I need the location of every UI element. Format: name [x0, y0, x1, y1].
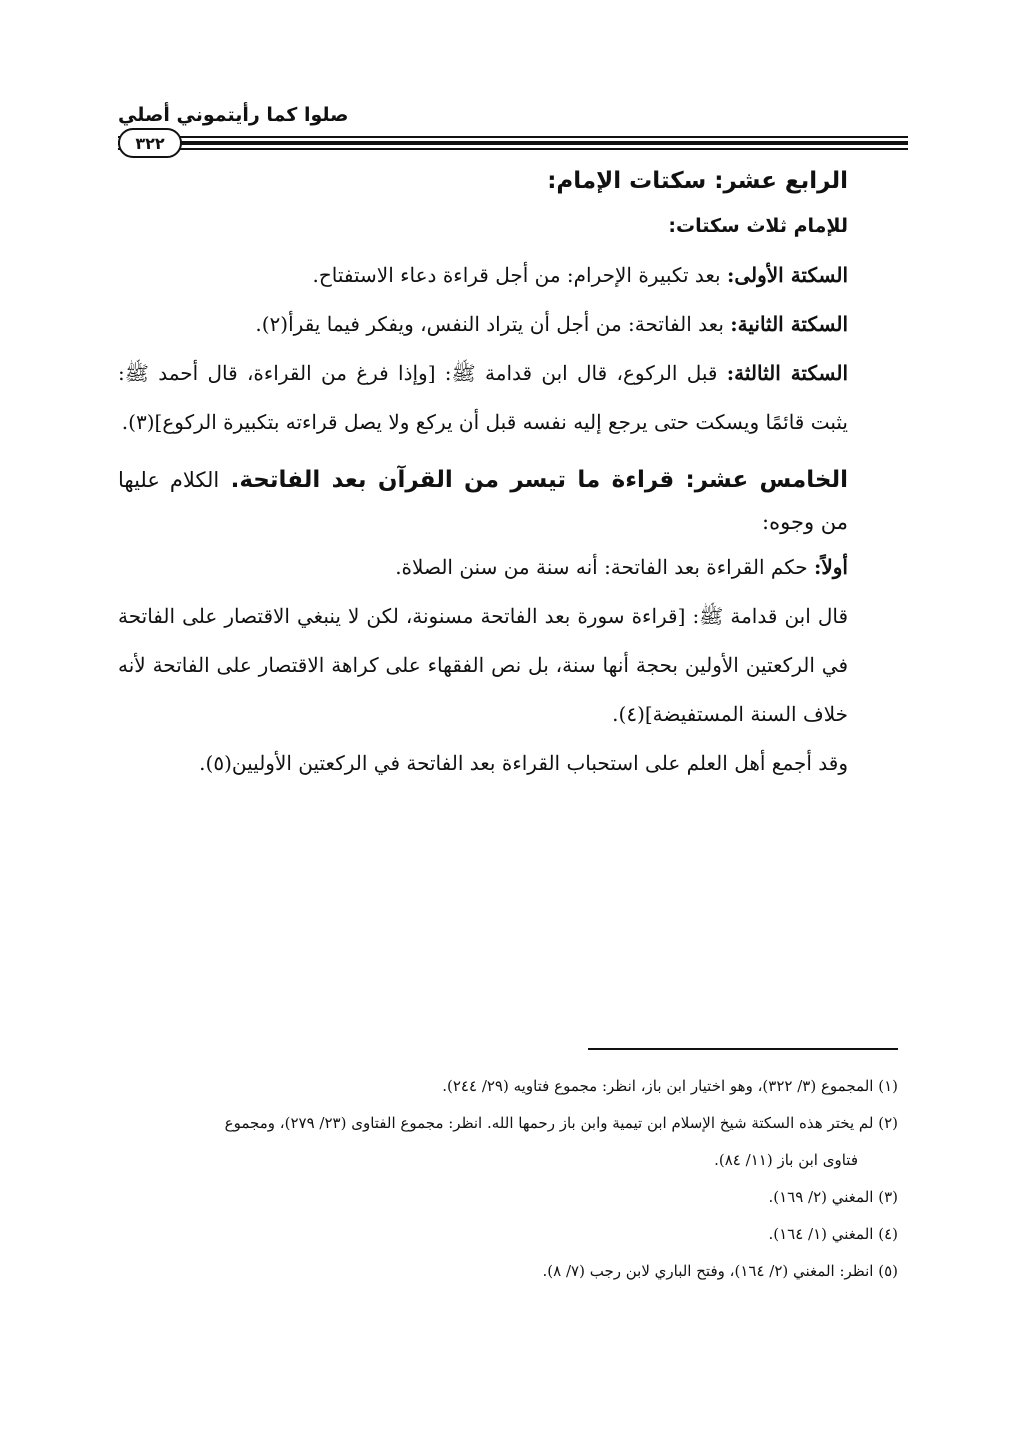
section-15-title-rest: الكلام عليها من وجوه:: [118, 468, 848, 534]
header-rule: [118, 136, 908, 154]
main-text: [118, 160, 848, 788]
section-15-title: الخامس عشر: قراءة ما تيسر من القرآن بعد الفاتحة.: [230, 467, 848, 493]
paragraph-third-pause: [118, 349, 848, 447]
footnotes: [118, 1068, 898, 1290]
running-title: صلوا كما رأيتموني أصلي: [118, 104, 349, 126]
third-pause-label: السكتة الثالثة:: [726, 361, 848, 385]
second-pause-label: السكتة الثانية:: [730, 312, 848, 336]
footnote-separator: [588, 1048, 898, 1050]
footnote-4: (٤) المغني (١/ ١٦٤).: [768, 1225, 898, 1243]
section-heading-14: الرابع عشر: سكتات الإمام:: [547, 168, 848, 194]
second-pause-text: بعد الفاتحة: من أجل أن يتراد النفس، ويفكر فيما يقرأ(٢).: [255, 312, 724, 336]
subheading: للإمام ثلاث سكتات:: [668, 215, 848, 237]
paragraph-consensus: وقد أجمع أهل العلم على استحباب القراءة بعد الفاتحة في الركعتين الأوليين(٥).: [199, 751, 848, 775]
footnote-3: (٣) المغني (٢/ ١٦٩).: [768, 1188, 898, 1206]
footnote-2: (٢) لم يختر هذه السكتة شيخ الإسلام ابن تيمية وابن باز رحمها الله. انظر: مجموع الفتاوى (٢٣/ ٢٧٩)، ومجموع: [224, 1114, 898, 1132]
footnote-2-continuation: فتاوى ابن باز (١١/ ٨٤).: [714, 1151, 858, 1169]
paragraph-second-pause: [118, 300, 848, 349]
paragraph-first-point: [118, 543, 848, 592]
footnote-1: (١) المجموع (٣/ ٣٢٢)، وهو اختيار ابن باز، انظر: مجموع فتاويه (٢٩/ ٢٤٤).: [442, 1077, 898, 1095]
first-pause-label: السكتة الأولى:: [726, 263, 848, 287]
first-point-text: حكم القراءة بعد الفاتحة: أنه سنة من سنن الصلاة.: [395, 555, 808, 579]
footnote-5: (٥) انظر: المغني (٢/ ١٦٤)، وفتح الباري لابن رجب (٧/ ٨).: [542, 1262, 898, 1280]
page-number: ٣٢٢: [118, 128, 182, 158]
section-heading-15: [118, 459, 848, 543]
paragraph-quote: قال ابن قدامة ﷺ: [قراءة سورة بعد الفاتحة مسنونة، لكن لا ينبغي الاقتصار على الفاتحة في الركعتين الأولين بحجة أنها سنة، بل نص الفقهاء على كراهة الاقتصار على الفاتحة لأنه خلاف السنة المستفيضة](٤).: [118, 604, 848, 726]
first-point-label: أولاً:: [813, 555, 848, 579]
third-pause-text: قبل الركوع، قال ابن قدامة ﷺ: [وإذا فرغ من القراءة، قال أحمد ﷺ: يثبت قائمًا ويسكت حتى يرجع إليه نفسه قبل أن يركع ولا يصل قراءته بتكبيرة الركوع](٣).: [118, 361, 848, 434]
first-pause-text: بعد تكبيرة الإحرام: من أجل قراءة دعاء الاستفتاح.: [312, 263, 721, 287]
paragraph-first-pause: [118, 251, 848, 300]
